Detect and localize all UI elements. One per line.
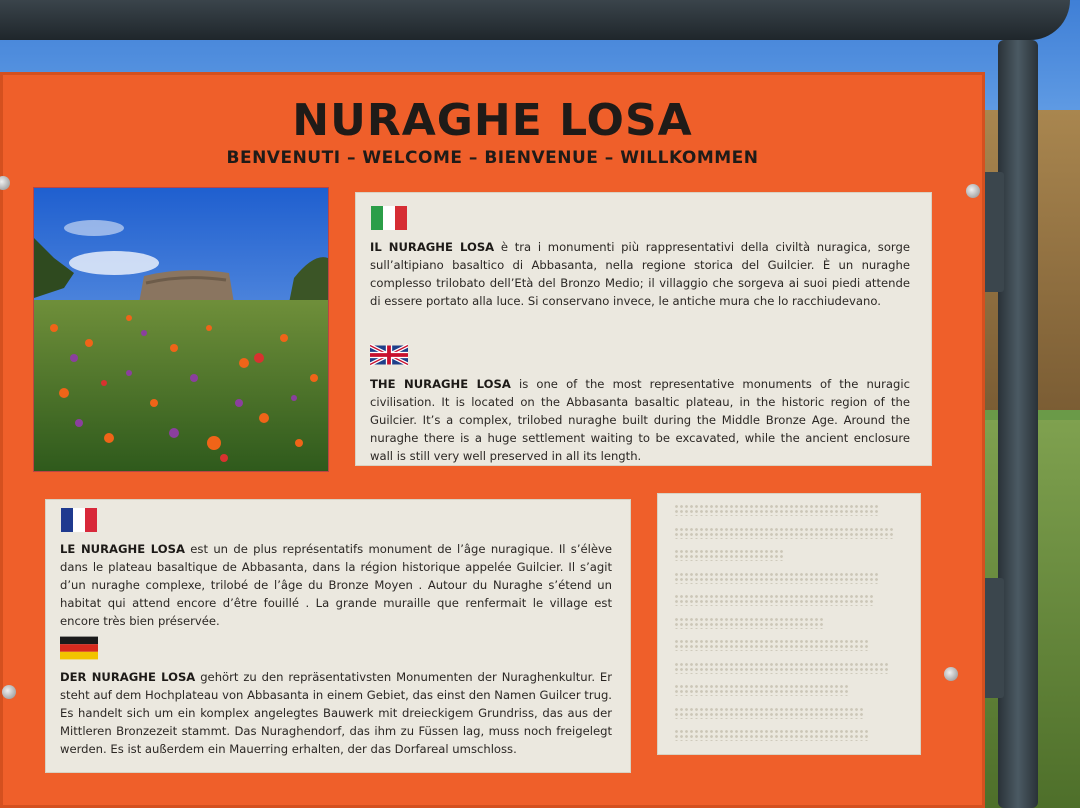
uk-flag-icon <box>370 343 408 367</box>
braille-line <box>674 527 894 539</box>
braille-line <box>674 617 824 629</box>
german-heading: DER NURAGHE LOSA <box>60 670 196 684</box>
french-text: est un de plus représentatifs monument de l’âge nuragique. Il s’élève dans le plateau basaltique de Abbasanta, dans la région historique appelée Guilcier. Il s’agit d’un nuraghe complexe, trilobé de l’âge du Bronze Moyen . Autour du Nuraghe s’étend un habitat qui attend encore d’être fouillé . La grande muraille que renfermait le village est encore très bien préservée. <box>60 542 612 628</box>
nuraghe-photo <box>33 187 329 472</box>
german-description <box>60 668 612 758</box>
italian-flag-icon <box>370 206 408 230</box>
italian-heading: IL NURAGHE LOSA <box>370 240 495 254</box>
screw-icon <box>2 685 16 699</box>
french-flag-icon <box>60 508 98 532</box>
braille-line <box>674 684 849 696</box>
screw-icon <box>966 184 980 198</box>
braille-line <box>674 729 869 741</box>
english-text: is one of the most representative monuments of the nuragic civilisation. It is located on the Abbasanta basaltic plateau, in the historic region of the Guilcier. It’s a complex, trilobed nuraghe built during the Middle Bronze Age. Around the nuraghe there is a huge settlement waiting to be excavated, while the ancient enclosure wall is still very well preserved in all its length. <box>370 377 910 463</box>
french-heading: LE NURAGHE LOSA <box>60 542 185 556</box>
screw-icon <box>944 667 958 681</box>
braille-line <box>674 639 869 651</box>
german-flag-icon <box>60 636 98 660</box>
braille-line <box>674 707 864 719</box>
braille-line <box>674 662 889 674</box>
braille-text <box>674 504 902 752</box>
english-description <box>370 375 910 465</box>
sign-post <box>998 40 1038 808</box>
sign-frame-rail <box>0 0 1070 40</box>
german-text: gehört zu den repräsentativsten Monumenten der Nuraghenkultur. Er steht auf dem Hochplateau von Abbasanta in einem Gebiet, das einst den Namen Guilcer trug. Es handelt sich um ein komplex angelegtes Bauwerk mit dreieckigem Grundriss, das aus der Mittleren Bronzezeit stammt. Das Nuraghendorf, das ihm zu Füssen lag, muss noch freigelegt werden. Es ist außerdem ein Mauerring erhalten, der das Dorfareal umschloss. <box>60 670 612 756</box>
italian-description <box>370 238 910 310</box>
sign-title: NURAGHE LOSA <box>292 95 693 146</box>
text-panel-italian-english <box>356 193 931 465</box>
braille-line <box>674 504 879 516</box>
text-panel-french-german <box>46 500 630 772</box>
english-heading: THE NURAGHE LOSA <box>370 377 511 391</box>
braille-line <box>674 572 879 584</box>
braille-line <box>674 594 874 606</box>
sign-subtitle: BENVENUTI – WELCOME – BIENVENUE – WILLKOMMEN <box>226 148 759 168</box>
italian-text: è tra i monumenti più rappresentativi della civiltà nuragica, sorge sull’altipiano basaltico di Abbasanta, nella regione storica del Guilcier. È un nuraghe complesso trilobato dell’Età del Bronzo Medio; il villaggio che sorgeva ai suoi piedi attende di essere portato alla luce. Si conservano invece, le antiche mura che lo racchiudevano. <box>370 240 910 308</box>
braille-panel <box>658 494 920 754</box>
french-description <box>60 540 612 630</box>
braille-line <box>674 549 784 561</box>
